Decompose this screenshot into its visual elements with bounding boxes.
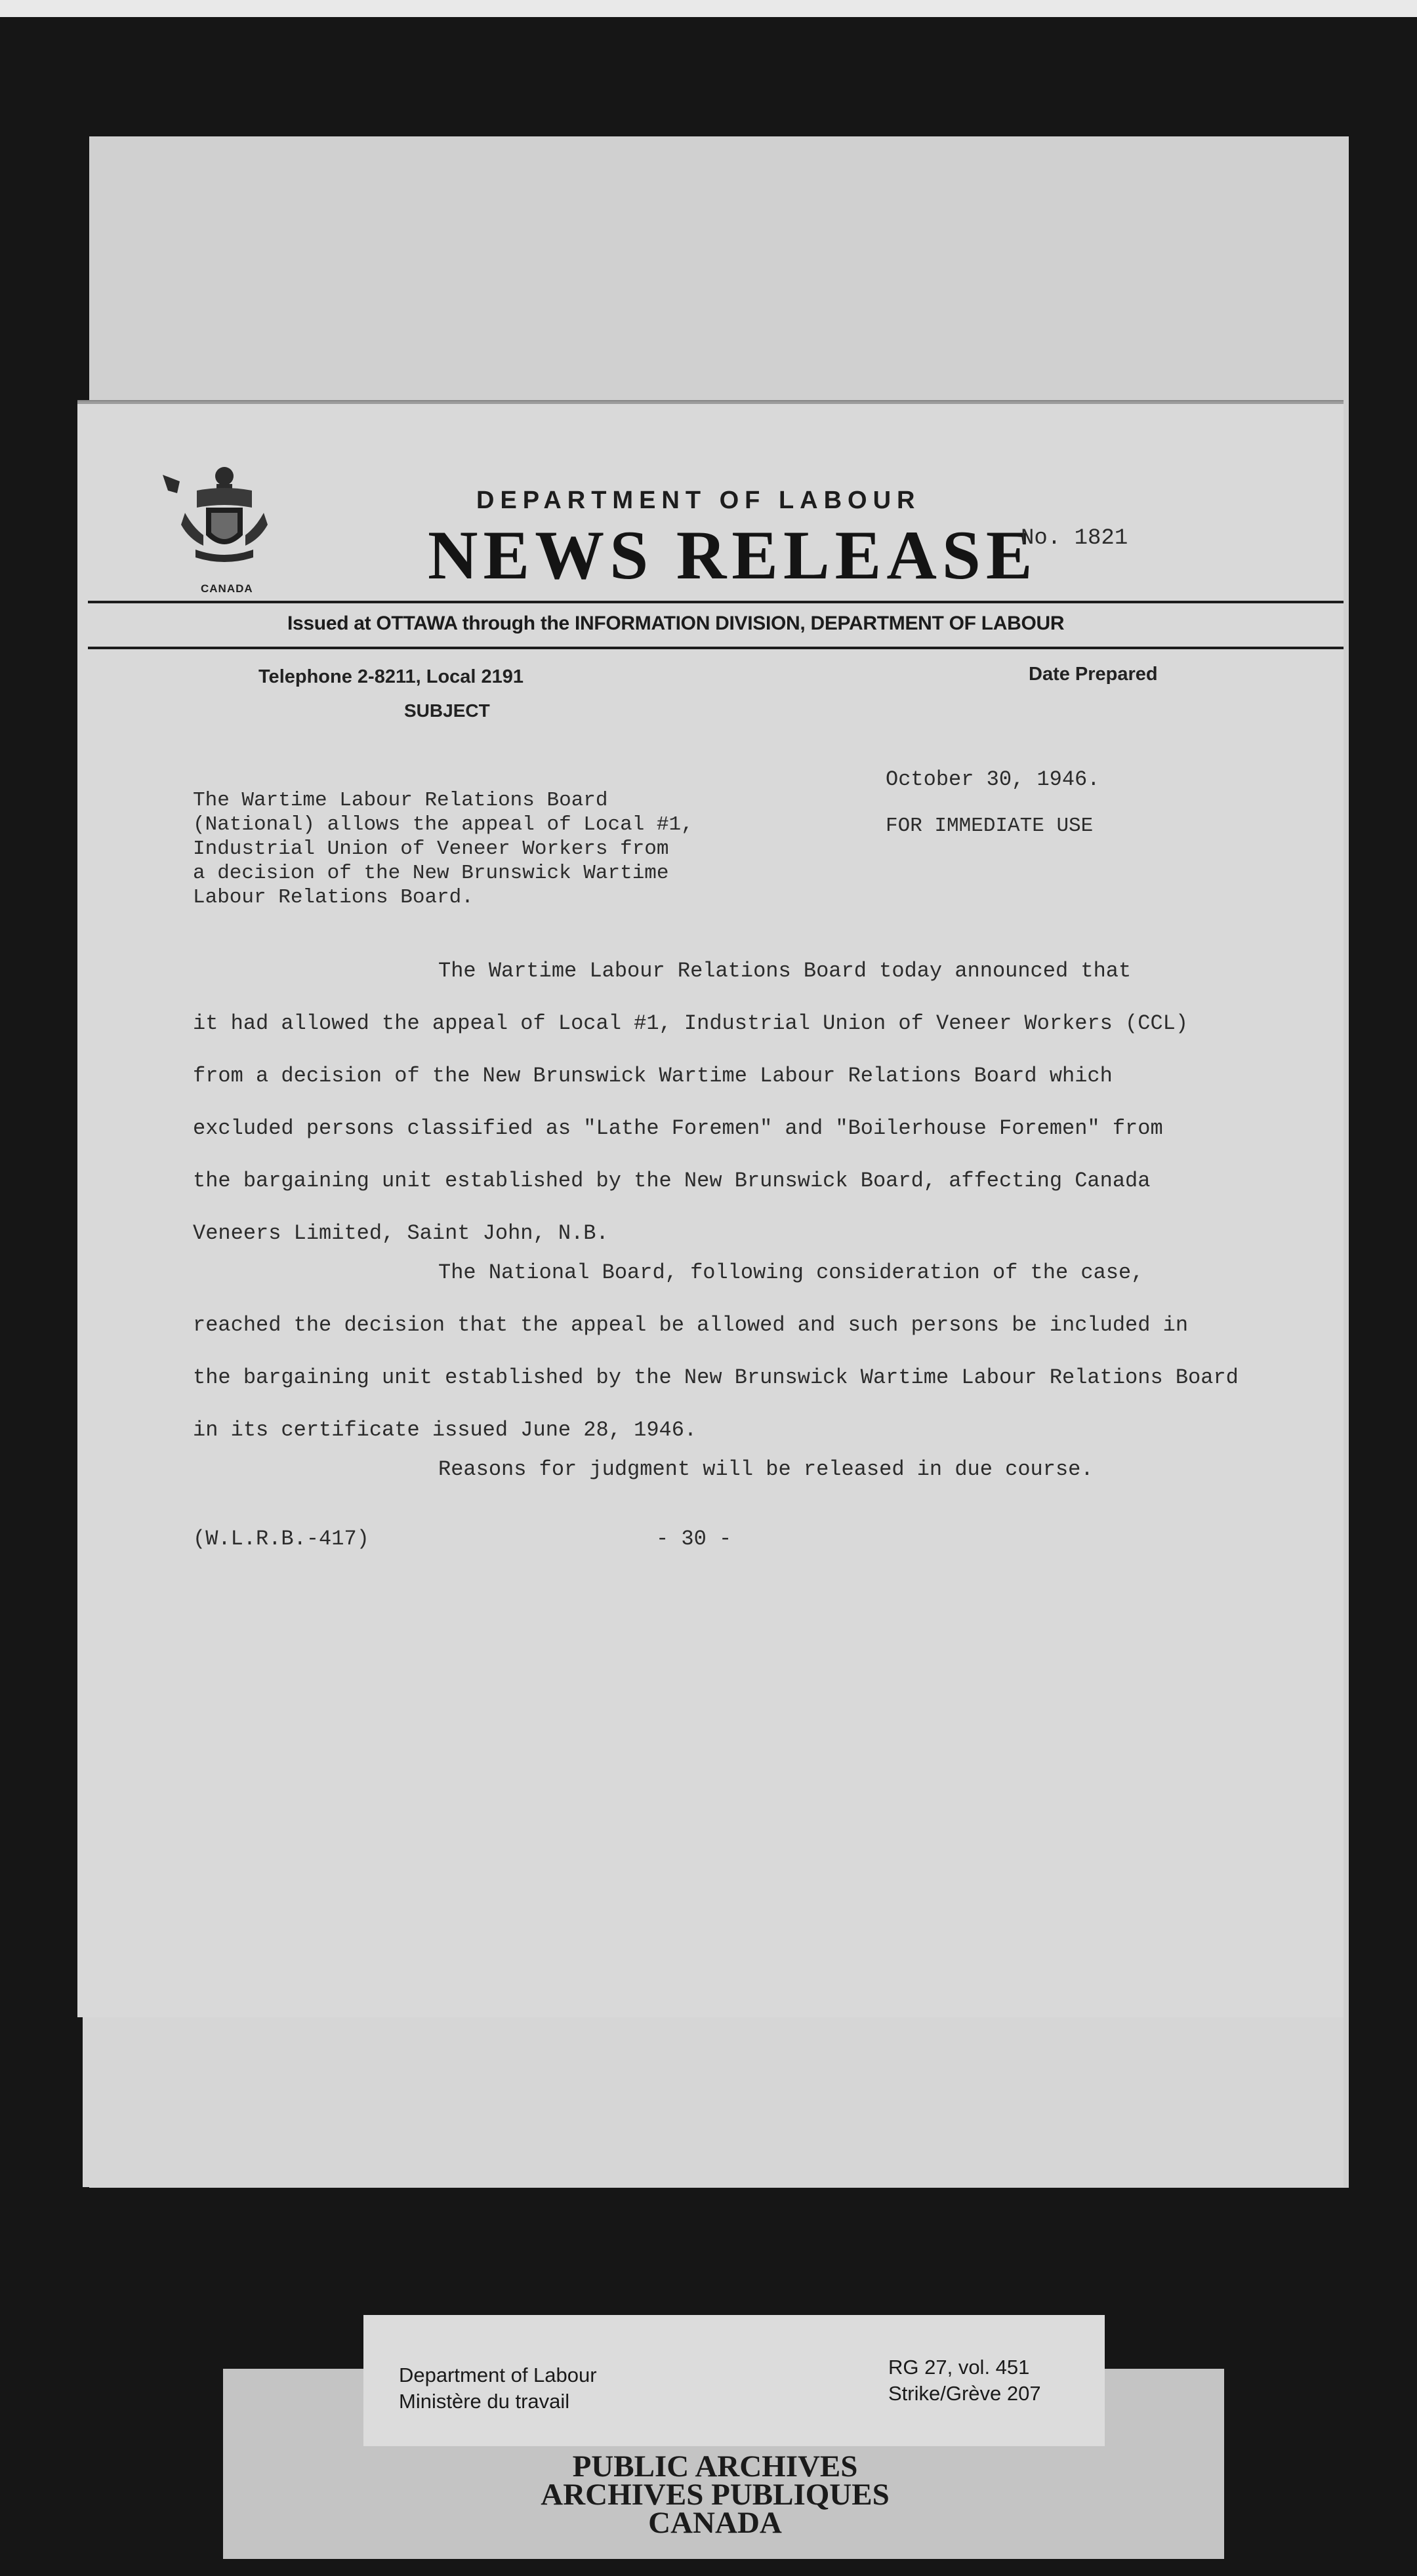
subject-line: Labour Relations Board. <box>193 886 474 909</box>
archive-department <box>399 2362 597 2415</box>
subject-line: The Wartime Labour Relations Board <box>193 789 608 812</box>
release-date: October 30, 1946. <box>886 767 1100 792</box>
coat-of-arms-icon <box>156 462 268 567</box>
archive-label <box>363 2315 1105 2446</box>
stamp-line: CANADA <box>648 2506 782 2540</box>
issued-line: Issued at OTTAWA through the INFORMATION DIVISION, DEPARTMENT OF LABOUR <box>287 613 1065 634</box>
body-line: Veneers Limited, Saint John, N.B. <box>193 1221 609 1245</box>
backing-sheet-lower <box>83 2013 1344 2187</box>
archive-file: Strike/Grève 207 <box>888 2382 1041 2405</box>
body-line: from a decision of the New Brunswick Wartime Labour Relations Board which <box>193 1064 1113 1088</box>
department-heading: DEPARTMENT OF LABOUR <box>476 487 921 514</box>
page-number: - 30 - <box>656 1527 732 1551</box>
body-line: excluded persons classified as "Lathe Foremen" and "Boilerhouse Foremen" from <box>193 1116 1163 1140</box>
subject-text <box>193 788 783 910</box>
body-line: the bargaining unit established by the New Brunswick Wartime Labour Relations Board <box>193 1365 1239 1390</box>
reference-code: (W.L.R.B.-417) <box>193 1527 369 1551</box>
body-line: The National Board, following consideration of the case, <box>438 1260 1144 1285</box>
stamp-line: PUBLIC ARCHIVES <box>572 2449 858 2484</box>
department-fr: Ministère du travail <box>399 2390 570 2413</box>
subject-line: Industrial Union of Veneer Workers from <box>193 837 669 860</box>
scan-top-edge <box>0 0 1417 17</box>
news-release-title: NEWS RELEASE <box>428 517 1038 594</box>
archive-reference <box>888 2354 1041 2407</box>
body-paragraph-3: Reasons for judgment will be released in due course. <box>438 1457 1094 1481</box>
letterhead-rule-bottom <box>88 647 1344 649</box>
crest-label: CANADA <box>201 582 253 595</box>
body-line: it had allowed the appeal of Local #1, Industrial Union of Veneer Workers (CCL) <box>193 1011 1189 1036</box>
subject-label: SUBJECT <box>404 700 490 721</box>
release-number: No. 1821 <box>1021 526 1128 551</box>
subject-line: (National) allows the appeal of Local #1, <box>193 813 693 836</box>
archive-volume: RG 27, vol. 451 <box>888 2356 1030 2379</box>
body-line: the bargaining unit established by the New Brunswick Board, affecting Canada <box>193 1169 1151 1193</box>
body-line: reached the decision that the appeal be allowed and such persons be included in <box>193 1313 1189 1337</box>
letterhead-rule-top <box>88 601 1344 603</box>
stamp-line: ARCHIVES PUBLIQUES <box>541 2478 890 2512</box>
news-release-page <box>77 401 1344 2017</box>
body-line: The Wartime Labour Relations Board today announced that <box>438 959 1132 983</box>
date-prepared-label: Date Prepared <box>1029 664 1158 685</box>
department-en: Department of Labour <box>399 2364 597 2386</box>
telephone-line: Telephone 2-8211, Local 2191 <box>258 666 524 687</box>
subject-line: a decision of the New Brunswick Wartime <box>193 862 669 885</box>
release-use-note: FOR IMMEDIATE USE <box>886 815 1094 837</box>
body-line: in its certificate issued June 28, 1946. <box>193 1418 697 1442</box>
public-archives-stamp <box>518 2449 912 2540</box>
